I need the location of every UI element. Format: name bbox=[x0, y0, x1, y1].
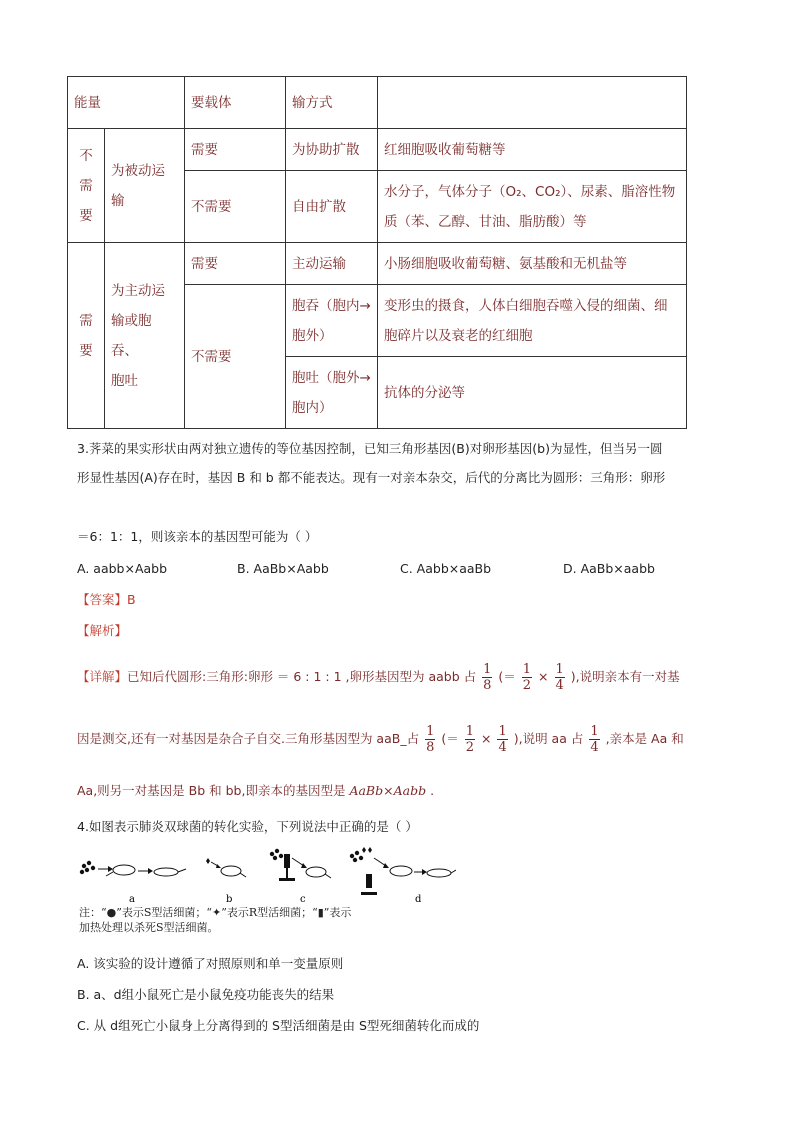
example-cell: 抗体的分泌等 bbox=[378, 357, 687, 429]
carrier-cell: 需要 bbox=[185, 243, 286, 285]
detail-line-1: 【详解】已知后代圆形:三角形:卵形 ＝ 6 : 1 : 1 ,卵形基因型为 aabb 占 $\frac{1}{8}$ (＝ $\frac{1}{2}$ × $\frac{1}{4}$ ),说明亲本有一对基 bbox=[77, 662, 680, 693]
q3-line-1: 3.荠菜的果实形状由两对独立遗传的等位基因控制，已知三角形基因(B)对卵形基因(b)为显性，但当另一圆 bbox=[77, 441, 663, 456]
passive-type: 为被动运 输 bbox=[105, 129, 185, 243]
method-cell: 胞吞（胞内→ 胞外） bbox=[286, 285, 378, 357]
example-cell: 水分子，气体分子（O₂、CO₂）、尿素、脂溶性物 质（苯、乙醇、甘油、脂肪酸）等 bbox=[378, 171, 687, 243]
q4-option-b: B. a、d组小鼠死亡是小鼠免疫功能丧失的结果 bbox=[77, 987, 335, 1002]
q4-option-a: A. 该实验的设计遵循了对照原则和单一变量原则 bbox=[77, 956, 344, 971]
header-carrier: 要载体 bbox=[185, 77, 286, 129]
q4-stem: 4.如图表示肺炎双球菌的转化实验，下列说法中正确的是（ ） bbox=[77, 819, 418, 834]
active-type: 为主动运 输或胞吞、 胞吐 bbox=[105, 243, 185, 429]
q4-option-c: C. 从 d组死亡小鼠身上分离得到的 S型活细菌是由 S型死细菌转化而成的 bbox=[77, 1018, 480, 1033]
header-energy: 能量 bbox=[68, 77, 185, 129]
panel-label: b bbox=[226, 894, 233, 904]
panel-b bbox=[206, 858, 246, 904]
no-energy-label: 不 需 要 bbox=[68, 129, 105, 243]
header-method: 输方式 bbox=[286, 77, 378, 129]
q3-line-3: ＝6：1：1，则该亲本的基因型可能为（ ） bbox=[77, 529, 318, 544]
panel-label: a bbox=[129, 894, 135, 904]
method-cell: 主动运输 bbox=[286, 243, 378, 285]
carrier-cell: 需要 bbox=[185, 129, 286, 171]
q3-option-b: B. AaBb×Aabb bbox=[237, 561, 329, 576]
q3-line-2: 形显性基因(A)存在时，基因 B 和 b 都不能表达。现有一对亲本杂交，后代的分离比为圆形：三角形：卵形 bbox=[77, 470, 666, 485]
method-cell: 胞吐（胞外→ 胞内） bbox=[286, 357, 378, 429]
example-cell: 小肠细胞吸收葡萄糖、氨基酸和无机盐等 bbox=[378, 243, 687, 285]
figure-note: 注：“●”表示S型活细菌；“✦”表示R型活细菌；“▮”表示 加热处理以杀死S型活细菌。 bbox=[79, 906, 352, 934]
transport-table bbox=[67, 76, 687, 429]
detail-line-3: Aa,则另一对基因是 Bb 和 bb,即亲本的基因型是 AaBb×Aabb . bbox=[77, 783, 435, 798]
panel-c bbox=[270, 849, 331, 904]
method-cell: 为协助扩散 bbox=[286, 129, 378, 171]
transformation-experiment-figure bbox=[76, 844, 456, 904]
carrier-cell: 不需要 bbox=[185, 171, 286, 243]
carrier-cell: 不需要 bbox=[185, 285, 286, 429]
detail-line-2: 因是测交,还有一对基因是杂合子自交.三角形基因型为 aaB_占 $\frac{1}{8}$ (＝ $\frac{1}{2}$ × $\frac{1}{4}$ ),说明 aa 占 $\frac{1}{4}$ ,亲本是 Aa 和 bbox=[77, 724, 684, 755]
q3-option-a: A. aabb×Aabb bbox=[77, 561, 168, 576]
q3-option-d: D. AaBb×aabb bbox=[563, 561, 655, 576]
panel-label: d bbox=[415, 894, 422, 904]
answer-label: 【答案】B bbox=[77, 592, 136, 607]
example-cell: 变形虫的摄食，人体白细胞吞噬入侵的细菌、细 胞碎片以及衰老的红细胞 bbox=[378, 285, 687, 357]
example-cell: 红细胞吸收葡萄糖等 bbox=[378, 129, 687, 171]
panel-label: c bbox=[300, 894, 306, 904]
method-cell: 自由扩散 bbox=[286, 171, 378, 243]
header-example bbox=[378, 77, 687, 129]
q3-option-c: C. Aabb×aaBb bbox=[400, 561, 492, 576]
panel-a bbox=[80, 861, 186, 904]
energy-label: 需 要 bbox=[68, 243, 105, 429]
analysis-label: 【解析】 bbox=[77, 623, 128, 638]
panel-d bbox=[350, 847, 456, 904]
